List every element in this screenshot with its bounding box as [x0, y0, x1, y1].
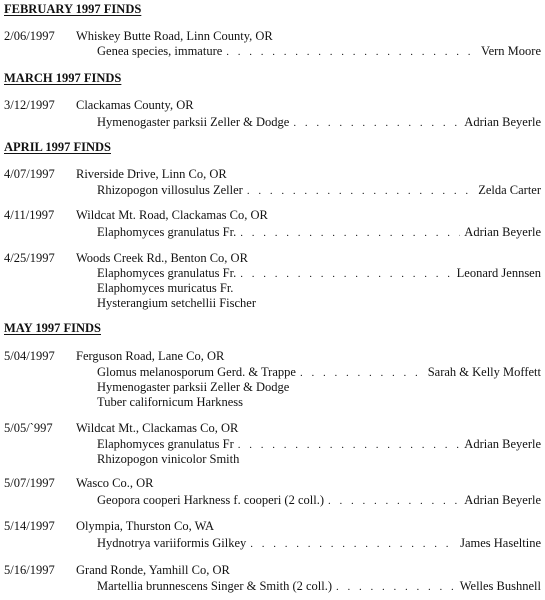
find-location: Clackamas County, OR: [76, 98, 194, 112]
collector-name: Adrian Beyerle: [464, 493, 541, 507]
species-name: Martellia brunnescens Singer & Smith (2 coll.): [97, 579, 333, 593]
collector-name: Adrian Beyerle: [464, 437, 541, 451]
find-species-row: [97, 579, 541, 593]
dot-leader: [238, 439, 461, 451]
find-date: 4/25/1997: [4, 251, 55, 265]
dot-leader: [300, 367, 424, 379]
find-date: 5/05/`997: [4, 421, 53, 435]
dot-leader: [328, 495, 460, 507]
species-name: Tuber californicum Harkness: [97, 395, 244, 409]
find-location: Wildcat Mt. Road, Clackamas Co, OR: [76, 208, 268, 222]
find-date: 2/06/1997: [4, 29, 55, 43]
find-location: Wasco Co., OR: [76, 476, 154, 490]
find-location: Olympia, Thurston Co, WA: [76, 519, 215, 533]
find-species-row: [97, 437, 541, 451]
find-species-row: [97, 115, 541, 129]
section-heading-march: MARCH 1997 FINDS: [4, 71, 122, 85]
find-date: 5/04/1997: [4, 349, 55, 363]
find-date: 5/07/1997: [4, 476, 55, 490]
collector-name: Leonard Jennsen: [456, 266, 541, 280]
dot-leader: [247, 185, 474, 197]
dot-leader: [293, 117, 460, 129]
collector-name: Zelda Carter: [478, 183, 541, 197]
find-species-row: [97, 493, 541, 507]
dot-leader: [336, 581, 456, 593]
collector-name: Adrian Beyerle: [464, 115, 541, 129]
species-name: Hymenogaster parksii Zeller & Dodge: [97, 380, 290, 394]
species-name: Elaphomyces granulatus Fr: [97, 437, 234, 451]
find-species-row: [97, 266, 541, 280]
dot-leader: [240, 227, 460, 239]
collector-name: Vern Moore: [480, 44, 541, 58]
species-name: Glomus melanosporum Gerd. & Trappe: [97, 365, 296, 379]
collector-name: Sarah & Kelly Moffett: [427, 365, 541, 379]
section-heading-april: APRIL 1997 FINDS: [4, 140, 111, 154]
find-location: Riverside Drive, Linn Co, OR: [76, 167, 227, 181]
find-location: Grand Ronde, Yamhill Co, OR: [76, 563, 230, 577]
find-date: 5/14/1997: [4, 519, 55, 533]
collector-name: Welles Bushnell: [459, 579, 541, 593]
species-name: Rhizopogon villosulus Zeller: [97, 183, 243, 197]
species-name: Geopora cooperi Harkness f. cooperi (2 coll.): [97, 493, 324, 507]
find-date: 4/11/1997: [4, 208, 55, 222]
find-date: 4/07/1997: [4, 167, 55, 181]
species-name: Rhizopogon vinicolor Smith: [97, 452, 240, 466]
find-species-row: [97, 536, 541, 550]
species-name: Hydnotrya variiformis Gilkey: [97, 536, 247, 550]
find-species-row: [97, 225, 541, 239]
find-species-row: [97, 183, 541, 197]
species-name: Hysterangium setchellii Fischer: [97, 296, 256, 310]
find-date: 5/16/1997: [4, 563, 55, 577]
find-date: 3/12/1997: [4, 98, 55, 112]
species-name: Elaphomyces granulatus Fr.: [97, 225, 237, 239]
find-location: Wildcat Mt., Clackamas Co, OR: [76, 421, 239, 435]
dot-leader: [226, 46, 477, 58]
find-species-row: [97, 365, 541, 379]
dot-leader: [240, 268, 452, 280]
find-location: Woods Creek Rd., Benton Co, OR: [76, 251, 248, 265]
section-heading-may: MAY 1997 FINDS: [4, 321, 101, 335]
dot-leader: [250, 538, 456, 550]
collector-name: James Haseltine: [460, 536, 541, 550]
species-name: Hymenogaster parksii Zeller & Dodge: [97, 115, 290, 129]
species-name: Genea species, immature: [97, 44, 223, 58]
species-name: Elaphomyces muricatus Fr.: [97, 281, 234, 295]
find-species-row: [97, 44, 541, 58]
find-location: Whiskey Butte Road, Linn County, OR: [76, 29, 273, 43]
find-location: Ferguson Road, Lane Co, OR: [76, 349, 225, 363]
collector-name: Adrian Beyerle: [464, 225, 541, 239]
species-name: Elaphomyces granulatus Fr.: [97, 266, 237, 280]
section-heading-february: FEBRUARY 1997 FINDS: [4, 2, 142, 16]
